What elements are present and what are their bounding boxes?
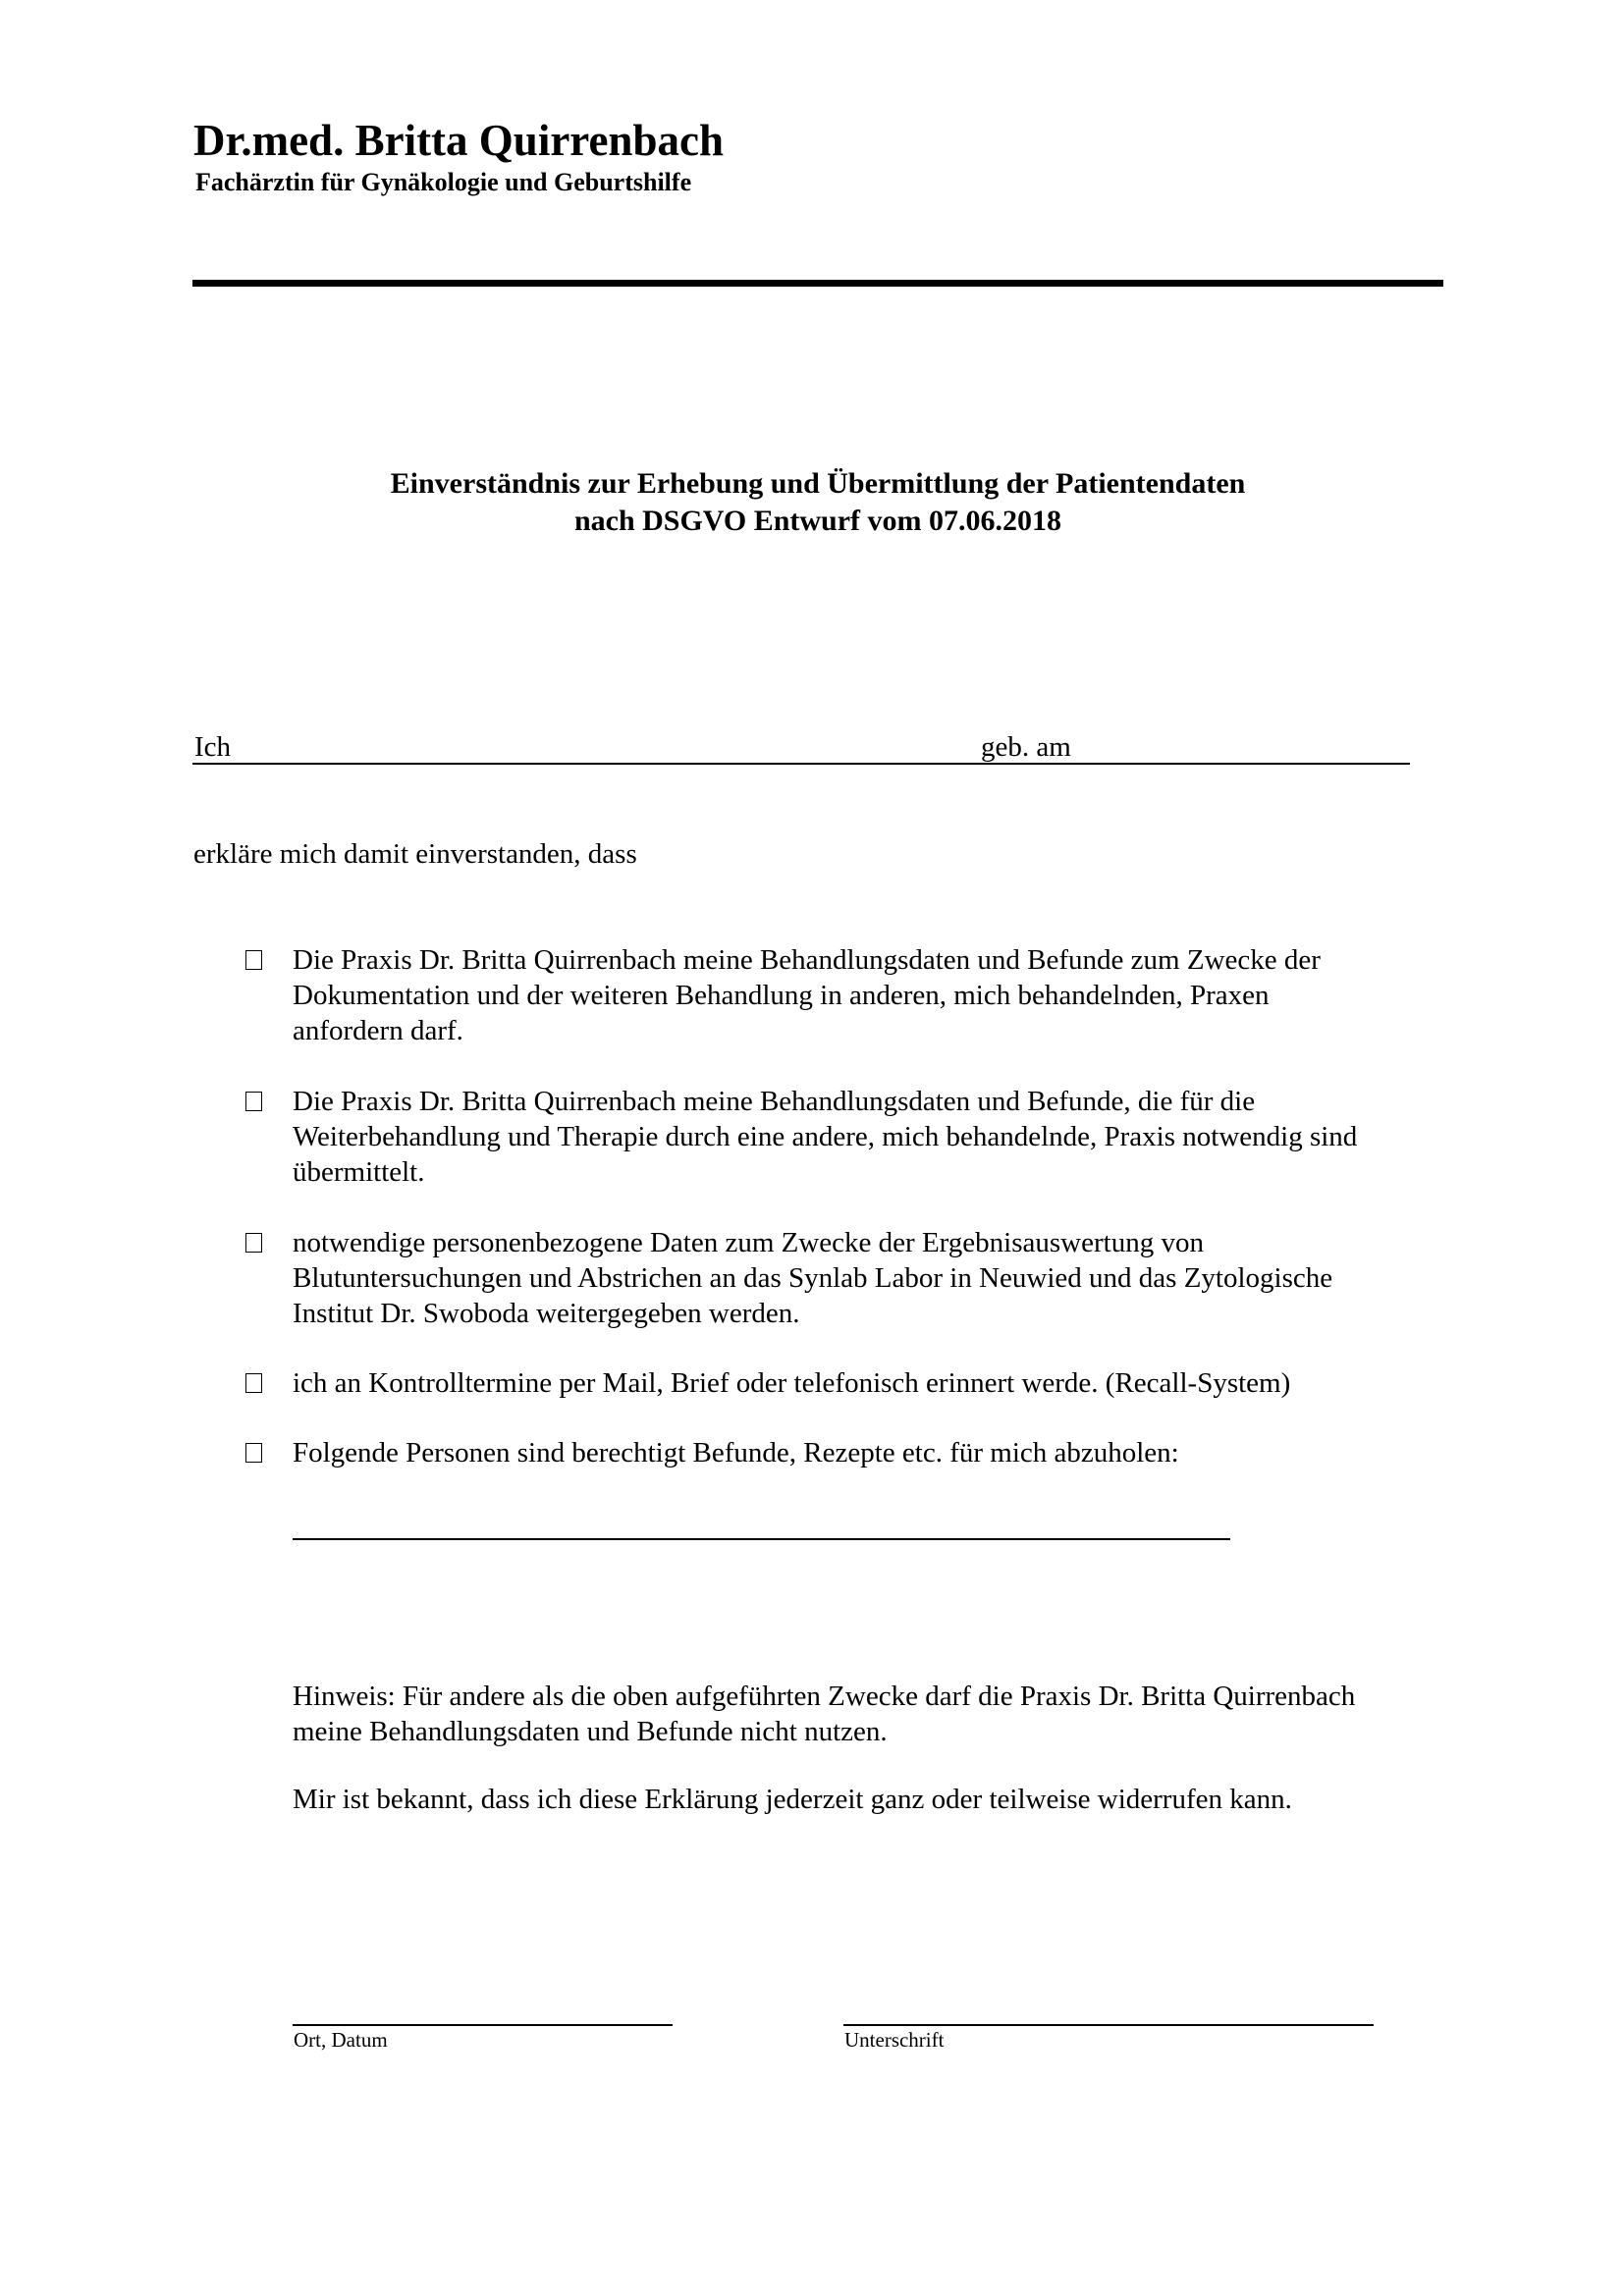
consent-checkbox[interactable]: [245, 950, 262, 970]
document-title-line-1: Einverständnis zur Erhebung und Übermittlung der Patientendaten: [390, 467, 1246, 500]
document-title-line-2: nach DSGVO Entwurf vom 07.06.2018: [573, 505, 1062, 537]
name-birthdate-field[interactable]: [192, 730, 1410, 765]
revocation-line: Mir ist bekannt, dass ich diese Erklärung jederzeit ganz oder teilweise widerrufen kann.: [293, 1784, 1292, 1815]
declaration-text: erkläre mich damit einverstanden, dass: [193, 838, 637, 870]
doctor-name: Dr.med. Britta Quirrenbach: [193, 116, 724, 165]
birthdate-label: geb. am: [981, 731, 1071, 763]
consent-item-text: ich an Kontrolltermine per Mail, Brief oder telefonisch erinnert werde. (Recall-System): [293, 1367, 1291, 1399]
consent-checkbox[interactable]: [245, 1233, 262, 1253]
consent-checkbox[interactable]: [245, 1443, 262, 1463]
signature-field[interactable]: [843, 2024, 1374, 2026]
document-title: [192, 465, 1443, 540]
consent-item-text: Folgende Personen sind berechtigt Befunde, Rezepte etc. für mich abzuholen:: [293, 1437, 1179, 1468]
signature-label: Unterschrift: [844, 2028, 945, 2052]
consent-item-text: übermittelt.: [293, 1156, 425, 1188]
consent-item-text: Die Praxis Dr. Britta Quirrenbach meine Behandlungsdaten und Befunde, die für die: [293, 1086, 1256, 1117]
hint-paragraph: [293, 1679, 1441, 1749]
authorized-persons-field[interactable]: [293, 1538, 1230, 1540]
revocation-paragraph: [293, 1782, 1441, 1817]
header-divider: [192, 280, 1443, 287]
place-date-field[interactable]: [293, 2024, 673, 2026]
consent-item-text: Weiterbehandlung und Therapie durch eine andere, mich behandelnde, Praxis notwendig sind: [293, 1121, 1358, 1152]
hint-line: meine Behandlungsdaten und Befunde nicht nutzen.: [293, 1716, 888, 1747]
place-date-label: Ort, Datum: [294, 2028, 388, 2052]
hint-line: Hinweis: Für andere als die oben aufgeführten Zwecke darf die Praxis Dr. Britta Quirrenbach: [293, 1681, 1356, 1712]
doctor-specialty: Fachärztin für Gynäkologie und Geburtshilfe: [195, 168, 692, 196]
consent-item-text: Die Praxis Dr. Britta Quirrenbach meine Behandlungsdaten und Befunde zum Zwecke der: [293, 944, 1321, 976]
consent-item-text: Dokumentation und der weiteren Behandlung in anderen, mich behandelnden, Praxen: [293, 980, 1270, 1011]
consent-checkbox[interactable]: [245, 1092, 262, 1111]
consent-item-text: Institut Dr. Swoboda weitergegeben werden.: [293, 1298, 800, 1329]
name-label: Ich: [194, 731, 232, 763]
consent-checkbox[interactable]: [245, 1373, 262, 1393]
consent-item-text: anfordern darf.: [293, 1015, 463, 1046]
consent-item-text: Blutuntersuchungen und Abstrichen an das Synlab Labor in Neuwied und das Zytologische: [293, 1262, 1333, 1294]
consent-item-text: notwendige personenbezogene Daten zum Zwecke der Ergebnisauswertung von: [293, 1227, 1204, 1258]
